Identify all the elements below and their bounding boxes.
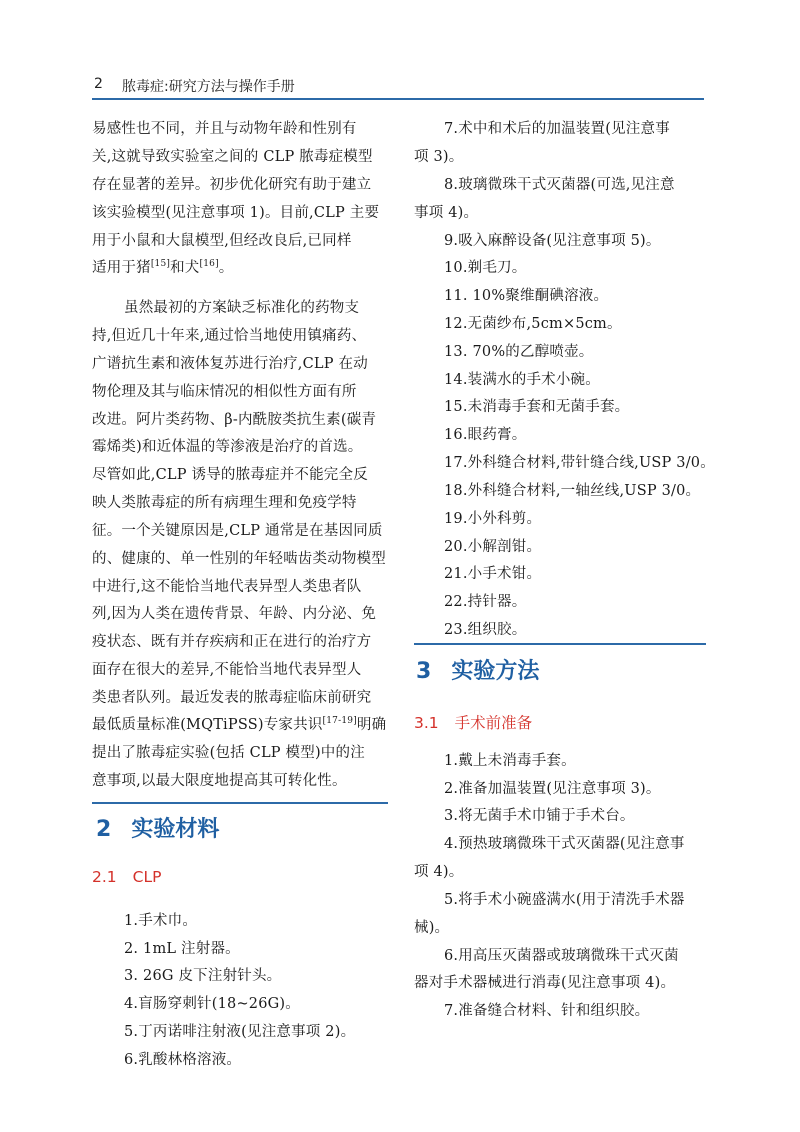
- text-line: 的、健康的、单一性别的年轻啮齿类动物模型: [92, 551, 386, 567]
- text-line: 尽管如此,CLP 诱导的脓毒症并不能完全反: [92, 467, 368, 483]
- list-item: 4.盲肠穿刺针(18~26G)。: [124, 996, 300, 1012]
- text-line: 持,但近几十年来,通过恰当地使用镇痛药、: [92, 328, 367, 344]
- text-line: 提出了脓毒症实验(包括 CLP 模型)中的注: [92, 745, 365, 761]
- list-item: 2. 1mL 注射器。: [124, 941, 240, 957]
- step-item-continuation: 器对手术器械进行消毒(见注意事项 4)。: [414, 975, 676, 991]
- subsection-number: 2.1: [92, 868, 117, 886]
- text-fragment: 适用于猪: [92, 260, 151, 276]
- step-item: 7.准备缝合材料、针和组织胶。: [444, 1003, 650, 1019]
- section-number: 3: [416, 659, 432, 684]
- list-item: 17.外科缝合材料,带针缝合线,USP 3/0。: [444, 455, 715, 471]
- list-item: 12.无菌纱布,5cm×5cm。: [444, 316, 622, 332]
- section-rule: [92, 802, 388, 804]
- citation: [15]: [150, 259, 171, 270]
- text-line: 霉烯类)和近体温的等渗液是治疗的首选。: [92, 439, 363, 455]
- list-item: 20.小解剖钳。: [444, 539, 542, 555]
- section-rule: [414, 643, 706, 645]
- text-line: 疫状态、既有并存疾病和正在进行的治疗方: [92, 634, 372, 650]
- text-line: 易感性也不同，并且与动物年龄和性别有: [92, 121, 357, 137]
- list-item: 5.丁丙诺啡注射液(见注意事项 2)。: [124, 1024, 356, 1040]
- list-item: 15.未消毒手套和无菌手套。: [444, 399, 630, 415]
- running-header: [92, 72, 704, 100]
- list-item: 21.小手术钳。: [444, 566, 542, 582]
- subsection-heading: [414, 711, 532, 733]
- page-number: 2: [94, 76, 103, 92]
- section-title: 实验方法: [451, 659, 540, 684]
- list-item: 9.吸入麻醉设备(见注意事项 5)。: [444, 233, 661, 249]
- text-line: 存在显著的差异。初步优化研究有助于建立: [92, 177, 372, 193]
- section-heading: [416, 654, 539, 685]
- list-item: 23.组织胶。: [444, 622, 527, 638]
- section-heading: [96, 812, 219, 843]
- citation: [17-19]: [322, 716, 357, 727]
- step-item: 5.将手术小碗盛满水(用于清洗手术器: [444, 892, 685, 908]
- text-line: 意事项,以最大限度地提高其可转化性。: [92, 773, 347, 789]
- header-rule: [92, 98, 704, 100]
- text-line: 改进。阿片类药物、β-内酰胺类抗生素(碳青: [92, 412, 377, 428]
- list-item: 10.剃毛刀。: [444, 260, 527, 276]
- subsection-title: 手术前准备: [454, 714, 533, 732]
- text-line: 映人类脓毒症的所有病理生理和免疫学特: [92, 495, 357, 511]
- text-line: 面存在很大的差异,不能恰当地代表异型人: [92, 662, 362, 678]
- list-item: 3. 26G 皮下注射针头。: [124, 968, 282, 984]
- text-fragment: 和犬: [170, 260, 200, 276]
- text-line: 该实验模型(见注意事项 1)。目前,CLP 主要: [92, 205, 380, 221]
- section-number: 2: [96, 817, 112, 842]
- text-fragment: 最低质量标准(MQTiPSS)专家共识: [92, 717, 323, 733]
- step-item: 4.预热玻璃微珠干式灭菌器(见注意事: [444, 836, 685, 852]
- text-fragment: 明确: [356, 717, 387, 733]
- text-line: 中进行,这不能恰当地代表异型人类患者队: [92, 579, 362, 595]
- book-title: 脓毒症:研究方法与操作手册: [122, 79, 295, 95]
- list-item: 7.术中和术后的加温装置(见注意事: [444, 121, 670, 137]
- subsection-number: 3.1: [414, 714, 439, 732]
- citation: [16]: [199, 259, 219, 270]
- text-fragment: 。: [218, 260, 234, 276]
- list-item: 1.手术巾。: [124, 913, 198, 929]
- step-item: 1.戴上未消毒手套。: [444, 753, 576, 769]
- list-item: 18.外科缝合材料,一轴丝线,USP 3/0。: [444, 483, 701, 499]
- text-line: 关,这就导致实验室之间的 CLP 脓毒症模型: [92, 149, 373, 165]
- list-item: 14.装满水的手术小碗。: [444, 372, 600, 388]
- step-item: 2.准备加温装置(见注意事项 3)。: [444, 781, 661, 797]
- list-item: 13. 70%的乙醇喷壶。: [444, 344, 594, 360]
- list-item: 22.持针器。: [444, 594, 527, 610]
- step-item-continuation: 械)。: [414, 920, 450, 936]
- list-item: 8.玻璃微珠干式灭菌器(可选,见注意: [444, 177, 675, 193]
- text-line: 物伦理及其与临床情况的相似性方面有所: [92, 384, 357, 400]
- list-item: 6.乳酸林格溶液。: [124, 1052, 242, 1068]
- text-line-with-citations: [92, 715, 386, 735]
- subsection-heading: [92, 868, 161, 886]
- subsection-title: CLP: [132, 868, 162, 886]
- list-item: 19.小外科剪。: [444, 511, 542, 527]
- step-item-continuation: 项 4)。: [414, 864, 464, 880]
- list-item-continuation: 事项 4)。: [414, 205, 479, 221]
- text-line: 类患者队列。最近发表的脓毒症临床前研究: [92, 690, 372, 706]
- text-line-with-citations: [92, 258, 233, 278]
- text-line: 用于小鼠和大鼠模型,但经改良后,已同样: [92, 233, 352, 249]
- text-line: 虽然最初的方案缺乏标准化的药物支: [124, 300, 360, 316]
- list-item-continuation: 项 3)。: [414, 149, 464, 165]
- step-item: 3.将无菌手术巾铺于手术台。: [444, 808, 635, 824]
- section-title: 实验材料: [131, 817, 220, 842]
- step-item: 6.用高压灭菌器或玻璃微珠干式灭菌: [444, 948, 679, 964]
- text-line: 列,因为人类在遗传背景、年龄、内分泌、免: [92, 606, 377, 622]
- text-line: 征。一个关键原因是,CLP 通常是在基因同质: [92, 523, 383, 539]
- text-line: 广谱抗生素和液体复苏进行治疗,CLP 在动: [92, 356, 368, 372]
- list-item: 11. 10%聚维酮碘溶液。: [444, 288, 609, 304]
- list-item: 16.眼药膏。: [444, 427, 527, 443]
